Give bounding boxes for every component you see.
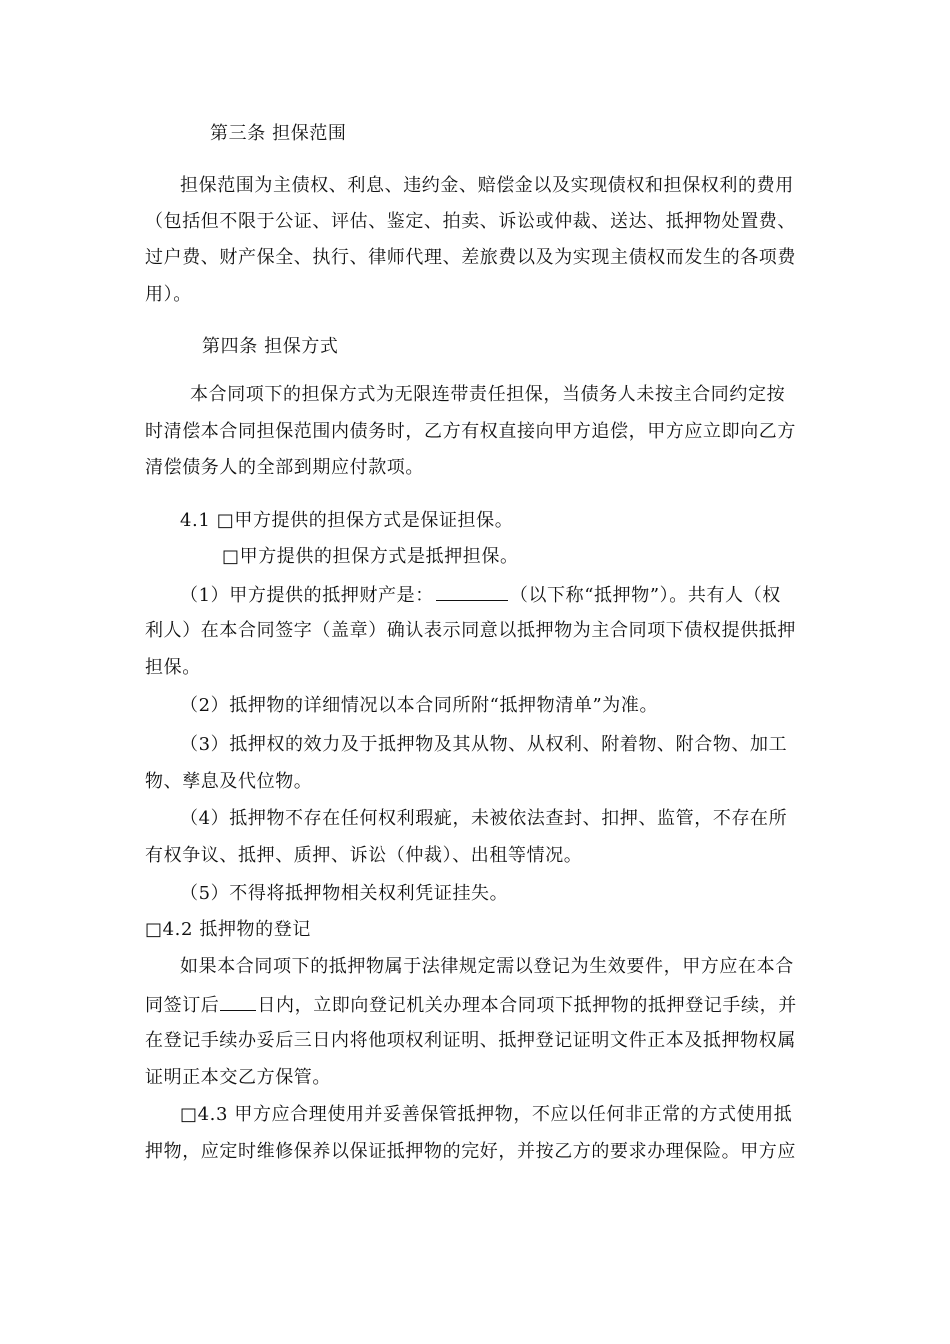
- article-4-paragraph-line-2: 时清偿本合同担保范围内债务时，乙方有权直接向甲方追偿，甲方应立即向乙方: [145, 421, 796, 442]
- article-3-paragraph-line-2: （包括但不限于公证、评估、鉴定、拍卖、诉讼或仲裁、送达、抵押物处置费、: [145, 211, 796, 232]
- clause-4-3-line-2: 押物，应定时维修保养以保证抵押物的完好，并按乙方的要求办理保险。甲方应: [145, 1141, 796, 1162]
- clause-4-1-item-1-line-3: 担保。: [145, 657, 201, 678]
- clause-4-1-item-5: （5）不得将抵押物相关权利凭证挂失。: [180, 883, 509, 904]
- clause-4-1-option-guarantee: 4.1 □甲方提供的担保方式是保证担保。: [180, 510, 514, 531]
- article-3-paragraph-line-3: 过户费、财产保全、执行、律师代理、差旅费以及为实现主债权而发生的各项费: [145, 247, 796, 268]
- clause-4-1-item-1-line-1: [180, 582, 850, 608]
- clause-4-1-item-4-line-2: 有权争议、抵押、质押、诉讼（仲裁）、出租等情况。: [145, 845, 583, 866]
- article-4-paragraph-line-3: 清偿债务人的全部到期应付款项。: [145, 457, 424, 478]
- article-3-heading: 第三条 担保范围: [210, 123, 347, 144]
- clause-4-2-line-2: [145, 992, 815, 1018]
- clause-4-2-line-1: 如果本合同项下的抵押物属于法律规定需以登记为生效要件，甲方应在本合: [180, 956, 794, 977]
- clause-4-1-item-3-line-1: （3）抵押权的效力及于抵押物及其从物、从权利、附着物、附合物、加工: [180, 734, 788, 755]
- clause-4-1-option-mortgage: □甲方提供的担保方式是抵押担保。: [222, 546, 519, 567]
- article-3-paragraph-line-1: 担保范围为主债权、利息、违约金、赔偿金以及实现债权和担保权利的费用: [180, 175, 794, 196]
- article-4-paragraph-line-1: 本合同项下的担保方式为无限连带责任担保，当债务人未按主合同约定按: [190, 384, 786, 405]
- days-blank-field[interactable]: [220, 992, 256, 1011]
- clause-4-2-line-3: 在登记手续办妥后三日内将他项权利证明、抵押登记证明文件正本及抵押物权属: [145, 1030, 796, 1051]
- clause-4-2-line-2-suffix: 日内，立即向登记机关办理本合同项下抵押物的抵押登记手续，并: [257, 995, 797, 1016]
- clause-4-1-item-4-line-1: （4）抵押物不存在任何权利瑕疵，未被依法查封、扣押、监管，不存在所: [180, 808, 788, 829]
- item-1-suffix: （以下称“抵押物”）。共有人（权: [509, 585, 781, 606]
- article-3-paragraph-line-4: 用）。: [145, 284, 192, 305]
- clause-4-2-line-2-prefix: 同签订后: [145, 995, 220, 1016]
- clause-4-3-line-1: □4.3 甲方应合理使用并妥善保管抵押物，不应以任何非正常的方式使用抵: [180, 1104, 793, 1125]
- clause-4-1-item-1-line-2: 利人）在本合同签字（盖章）确认表示同意以抵押物为主合同项下债权提供抵押: [145, 620, 796, 641]
- item-1-prefix: （1）甲方提供的抵押财产是：: [180, 585, 434, 606]
- clause-4-1-item-3-line-2: 物、孳息及代位物。: [145, 771, 313, 792]
- clause-4-2-line-4: 证明正本交乙方保管。: [145, 1067, 331, 1088]
- clause-4-1-item-2: （2）抵押物的详细情况以本合同所附“抵押物清单”为准。: [180, 695, 659, 716]
- article-4-heading: 第四条 担保方式: [202, 336, 339, 357]
- clause-4-2-title: □4.2 抵押物的登记: [145, 919, 311, 940]
- collateral-blank-field[interactable]: [436, 582, 508, 601]
